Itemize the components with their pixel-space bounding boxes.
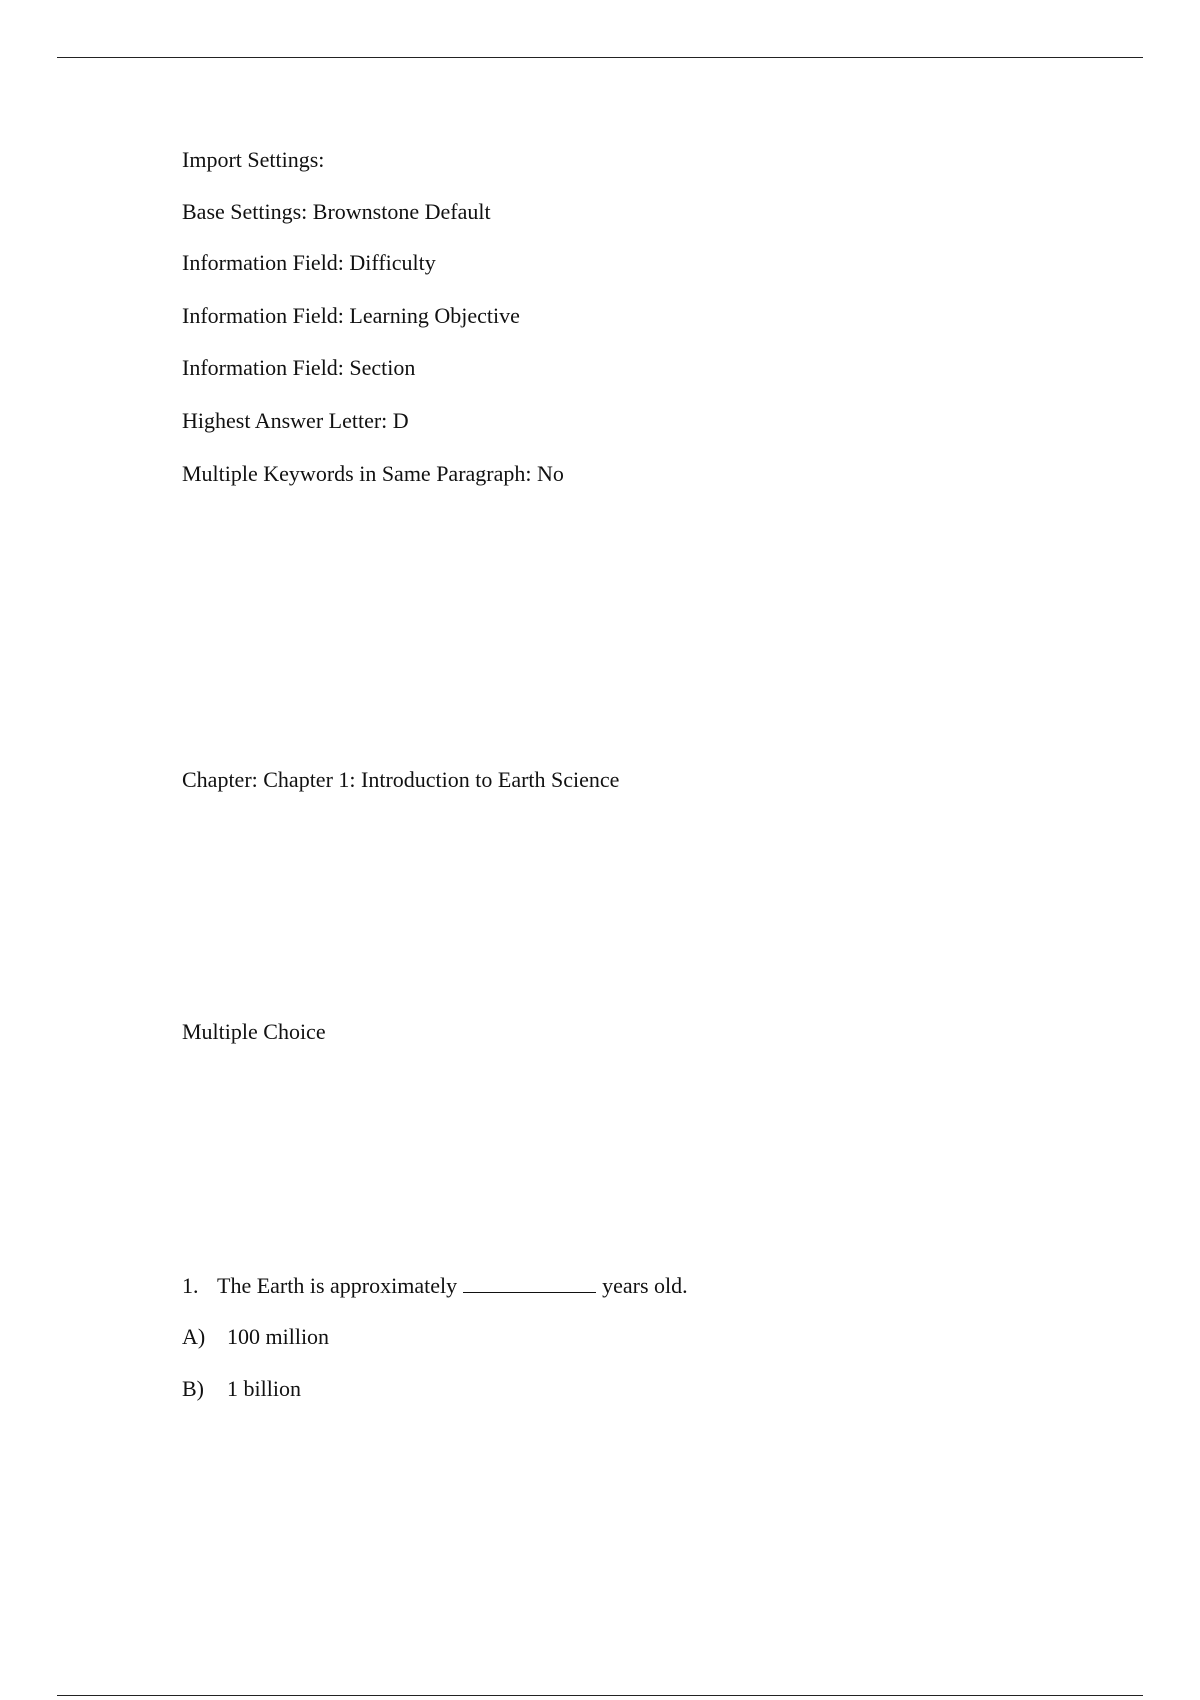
option-text: 100 million — [227, 1324, 330, 1349]
setting-base: Base Settings: Brownstone Default — [182, 199, 491, 224]
question-text-before: The Earth is approximately — [217, 1273, 458, 1298]
bottom-rule — [57, 1695, 1143, 1696]
setting-multiple-keywords: Multiple Keywords in Same Paragraph: No — [182, 461, 564, 486]
question-1 — [182, 1272, 688, 1299]
question-text-after: years old. — [602, 1273, 688, 1298]
option-b — [182, 1376, 301, 1402]
answer-blank — [463, 1272, 596, 1293]
option-letter: A) — [182, 1324, 206, 1349]
option-text: 1 billion — [227, 1376, 301, 1401]
option-letter: B) — [182, 1376, 204, 1401]
top-rule — [57, 57, 1143, 58]
section-type-heading: Multiple Choice — [182, 1019, 326, 1044]
import-settings-heading: Import Settings: — [182, 147, 325, 172]
option-a — [182, 1324, 329, 1350]
setting-section: Information Field: Section — [182, 355, 416, 380]
setting-highest-answer-letter: Highest Answer Letter: D — [182, 408, 409, 433]
setting-learning-objective: Information Field: Learning Objective — [182, 303, 520, 328]
chapter-heading: Chapter: Chapter 1: Introduction to Earth Science — [182, 767, 620, 792]
question-number: 1. — [182, 1273, 199, 1298]
setting-difficulty: Information Field: Difficulty — [182, 250, 436, 275]
